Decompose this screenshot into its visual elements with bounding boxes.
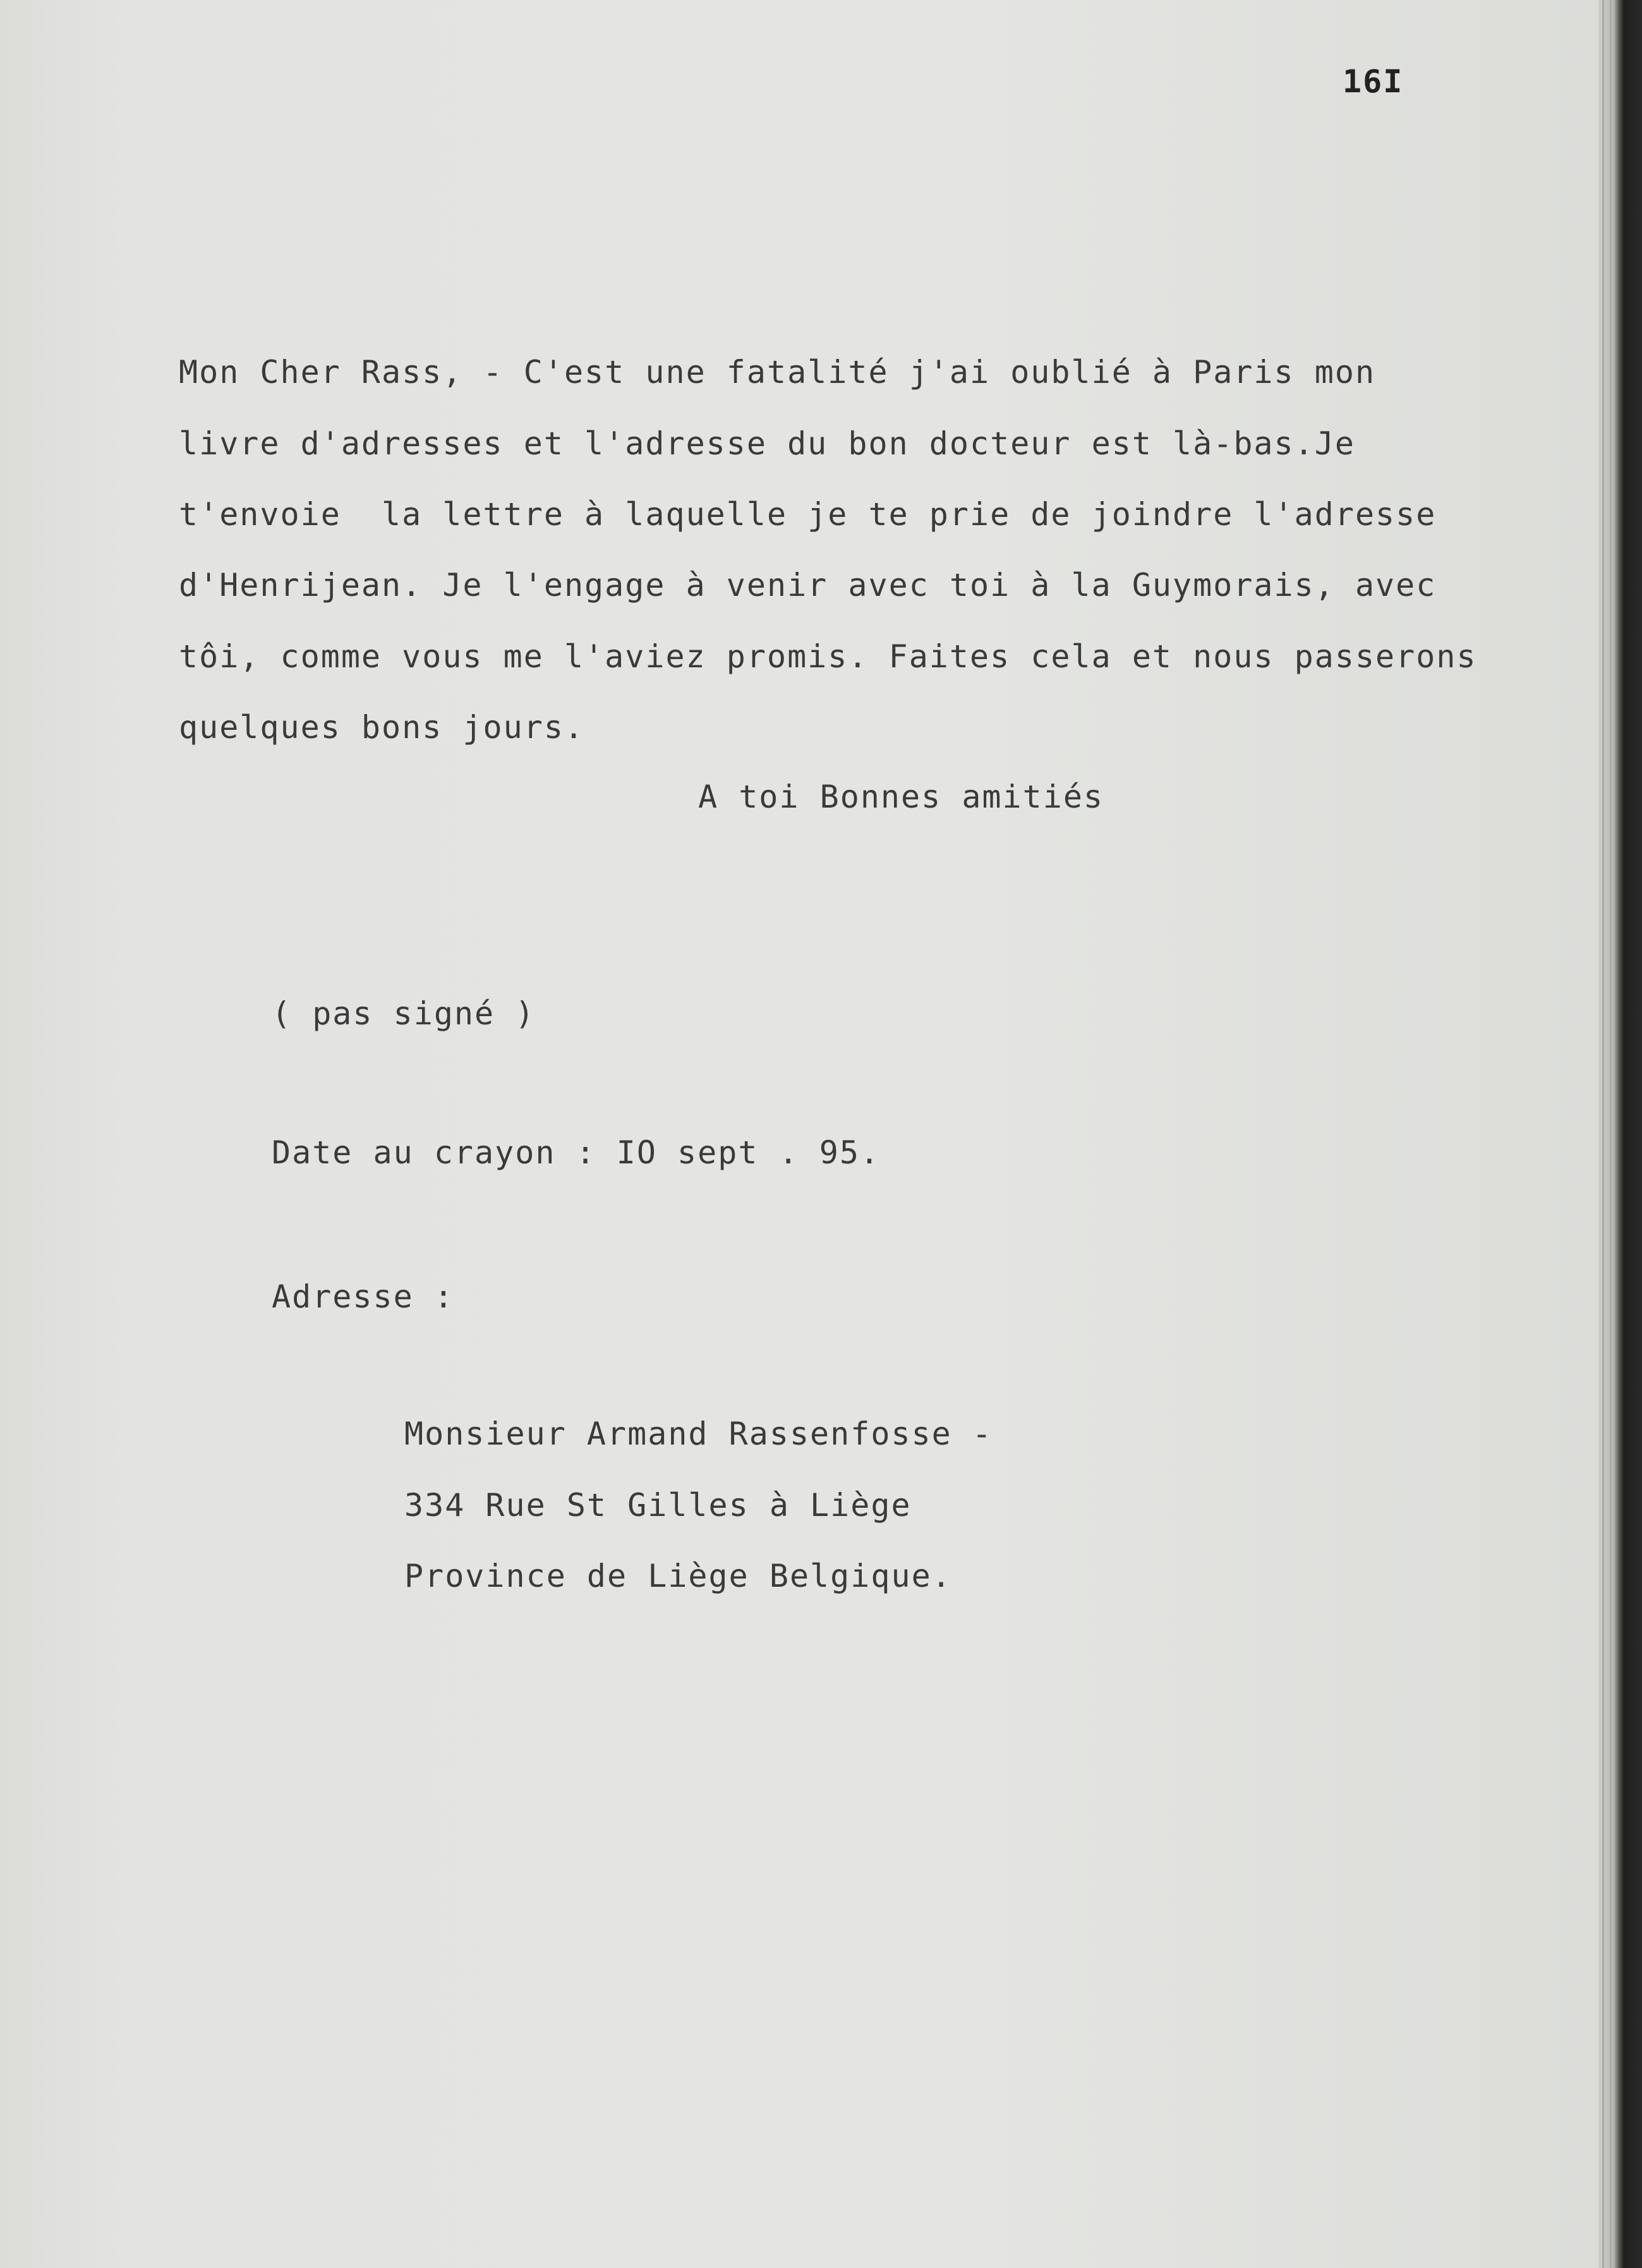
address-line: Monsieur Armand Rassenfosse -: [404, 1416, 993, 1452]
letter-closing: A toi Bonnes amitiés: [698, 779, 1104, 815]
signature-note: ( pas signé ): [272, 995, 536, 1032]
letter-line: d'Henrijean. Je l'engage à venir avec toi à la Guymorais, avec: [179, 567, 1437, 603]
address-line: Province de Liège Belgique.: [404, 1558, 952, 1594]
letter-line: tôi, comme vous me l'aviez promis. Faites cela et nous passerons: [179, 638, 1477, 675]
letter-line: Mon Cher Rass, - C'est une fatalité j'ai oublié à Paris mon: [179, 354, 1376, 391]
page-number: 16I: [1343, 63, 1404, 100]
binding-line: [1602, 0, 1604, 2268]
binding-line: [1610, 0, 1612, 2268]
address-label: Adresse :: [272, 1278, 454, 1315]
date-note: Date au crayon : IO sept . 95.: [272, 1134, 881, 1171]
letter-line: quelques bons jours.: [179, 709, 585, 746]
letter-line: livre d'adresses et l'adresse du bon docteur est là-bas.Je: [179, 425, 1355, 462]
address-line: 334 Rue St Gilles à Liège: [404, 1487, 912, 1524]
letter-line: t'envoie la lettre à laquelle je te prie de joindre l'adresse: [179, 496, 1437, 533]
book-binding-edge: [1598, 0, 1642, 2268]
